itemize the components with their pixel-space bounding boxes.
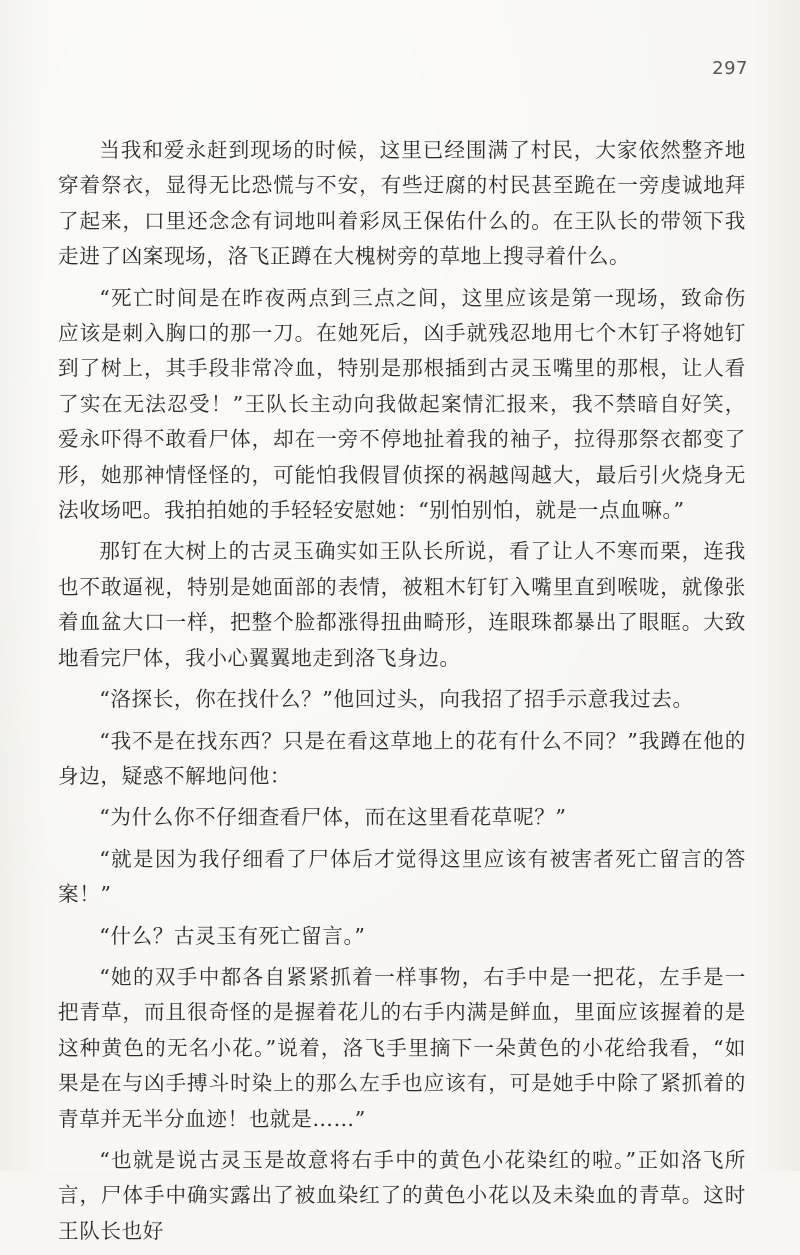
paragraph-2: “死亡时间是在昨夜两点到三点之间，这里应该是第一现场，致命伤应该是刺入胸口的那一刀。在她死后，凶手就残忍地用七个木钉子将她钉到了树上，其手段非常冷血，特别是那根插到古灵玉嘴里的那根，让人看了实在无法忍受！”王队长主动向我做起案情汇报来，我不禁暗自好笑，爱永吓得不敢看尸体，却在一旁不停地扯着我的袖子，拉得那祭衣都变了形，她那神情怪怪的，可能怕我假冒侦探的祸越闯越大，最后引火烧身无法收场吧。我拍拍她的手轻轻安慰她：“别怕别怕，就是一点血嘛。” (58, 285, 746, 523)
paragraph-6: “为什么你不仔细查看尸体，而在这里看花草呢？” (99, 805, 567, 830)
paragraph-3: 那钉在大树上的古灵玉确实如王队长所说，看了让人不寒而栗，连我也不敢逼视，特别是她面部的表情，被粗木钉钉入嘴里直到喉咙，就像张着血盆大口一样，把整个脸都涨得扭曲畸形，连眼珠都暴出了眼眶。大致地看完尸体，我小心翼翼地走到洛飞身边。 (58, 539, 746, 670)
paragraph-9: “她的双手中都各自紧紧抓着一样事物，右手中是一把花，左手是一把青草，而且很奇怪的是握着花儿的右手内满是鲜血，里面应该握着的是这种黄色的无名小花。”说着，洛飞手里摘下一朵黄色的小花给我看，“如果是在与凶手搏斗时染上的那么左手也应该有，可是她手中除了紧抓着的青草并无半分血迹！也就是……” (58, 964, 746, 1131)
paragraph-5: “我不是在找东西？只是在看这草地上的花有什么不同？”我蹲在他的身边，疑惑不解地问他： (58, 728, 746, 788)
page-number: 297 (712, 58, 748, 79)
body-text (58, 133, 746, 1255)
paragraph-7: “就是因为我仔细看了尸体后才觉得这里应该有被害者死亡留言的答案！” (58, 846, 746, 907)
paragraph-1: 当我和爱永赶到现场的时候，这里已经围满了村民，大家依然整齐地穿着祭衣，显得无比恐慌与不安，有些迂腐的村民甚至跪在一旁虔诚地拜了起来，口里还念念有词地叫着彩凤王保佑什么的。在王队长的带领下我走进了凶案现场，洛飞正蹲在大槐树旁的草地上搜寻着什么。 (58, 138, 746, 269)
paragraph-8: “什么？古灵玉有死亡留言。” (99, 923, 366, 948)
paragraph-4: “洛探长，你在找什么？”他回过头，向我招了招手示意我过去。 (99, 687, 694, 712)
paragraph-10: “也就是说古灵玉是故意将右手中的黄色小花染红的啦。”正如洛飞所言，尸体手中确实露出了被血染红了的黄色小花以及未染血的青草。这时王队长也好 (58, 1147, 746, 1243)
